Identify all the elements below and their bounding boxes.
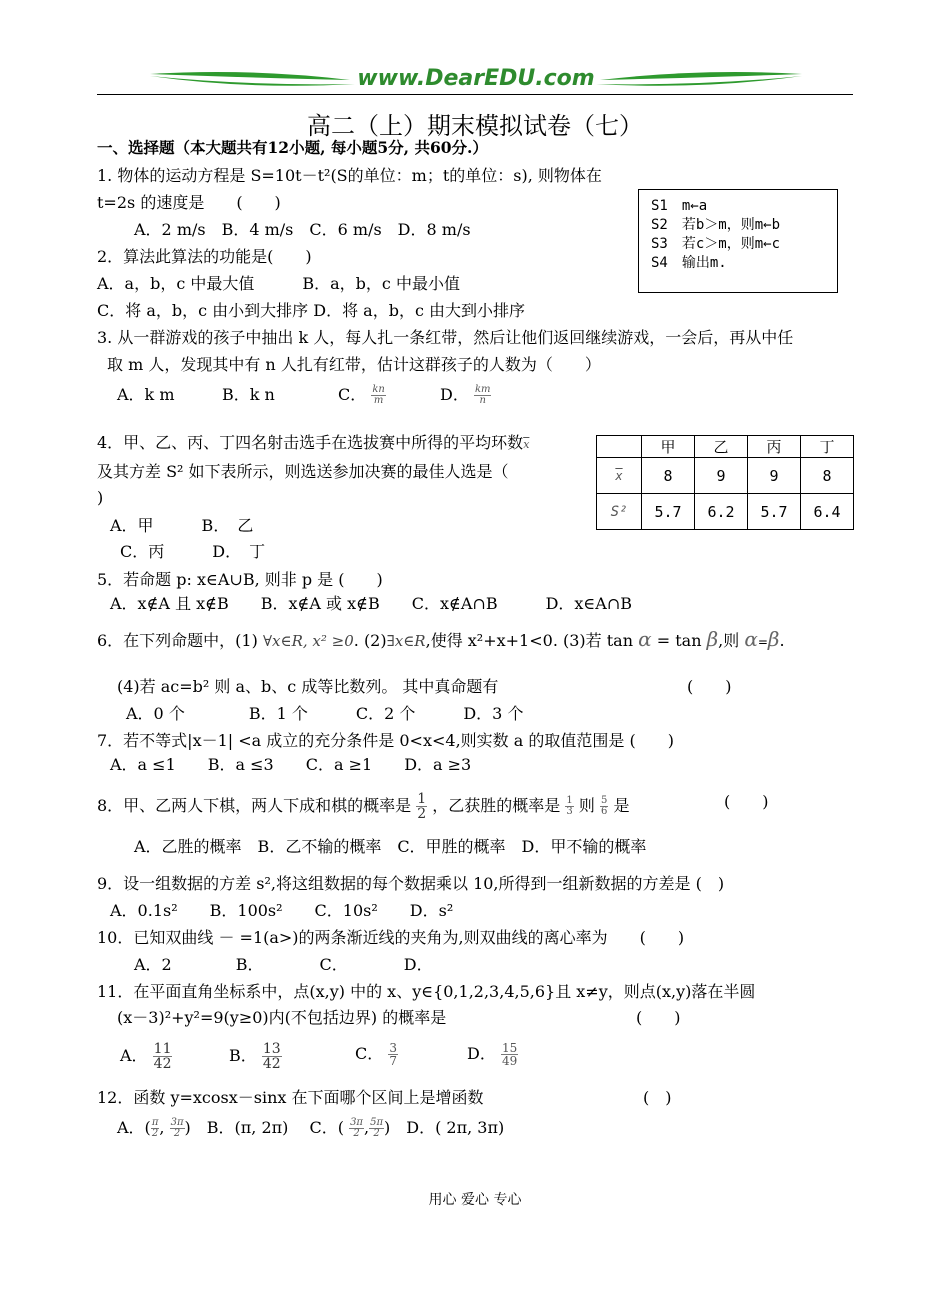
q8-options: A．乙胜的概率 B．乙不输的概率 C．甲胜的概率 D．甲不输的概率 — [134, 837, 647, 856]
table-cell: 5.7 — [748, 494, 801, 530]
q6-options: A．0 个 B．1 个 C．2 个 D．3 个 — [126, 704, 524, 723]
q11-option-a-fraction: $\frac{11}{42}$ — [153, 1041, 172, 1072]
q3-option-d-fraction: $\frac{km}{n}$ — [474, 384, 491, 406]
q11-option-b-label: B． — [229, 1046, 257, 1065]
q10-stem: 10．已知双曲线 － =1(a>)的两条渐近线的夹角为,则双曲线的离心率为 ( ) — [97, 928, 685, 947]
q8-text-d: 是 — [613, 796, 630, 815]
table-cell: 9 — [748, 458, 801, 494]
q11-option-b-fraction: $\frac{13}{42}$ — [262, 1041, 281, 1072]
table-cell: 9 — [695, 458, 748, 494]
table-cell: 6.2 — [695, 494, 748, 530]
q7-options: A．a ≤1 B．a ≤3 C．a ≥1 D．a ≥3 — [110, 755, 472, 774]
q3-option-b: B．k n — [222, 385, 275, 404]
q10-options: A．2 B． C． D． — [134, 955, 433, 974]
section-heading: 一、选择题（本大题共有12小题, 每小题5分, 共60分.） — [97, 138, 488, 157]
table-header-cell: 丁 — [801, 436, 854, 458]
q11-option-a-label: A． — [120, 1046, 148, 1065]
q6-eq: = — [757, 635, 768, 649]
q12-comma: , — [159, 1118, 165, 1137]
q3-option-c-fraction: $\frac{kn}{m}$ — [372, 384, 385, 406]
q6-alpha2: α — [744, 627, 758, 651]
q11-line2: (x－3)²+y²=9(y≥0)内(不包括边界) 的概率是 — [117, 1008, 447, 1027]
table-cell: 8 — [801, 458, 854, 494]
algo-step4: S4 输出m. — [651, 255, 727, 271]
q3-line2: 取 m 人，发现其中有 n 人扎有红带，估计这群孩子的人数为（ ） — [107, 355, 601, 374]
table-header-cell: 丙 — [748, 436, 801, 458]
q7-stem: 7．若不等式|x－1| <a 成立的充分条件是 0<x<4,则实数 a 的取值范围是 ( ) — [97, 731, 674, 750]
q4-line3: ) — [97, 488, 104, 507]
q3-line1: 3. 从一群游戏的孩子中抽出 k 人，每人扎一条红带，然后让他们返回继续游戏，一会后，再从中任 — [97, 328, 794, 347]
q11-paren: ( ) — [636, 1008, 681, 1027]
q8-paren: ( ) — [724, 792, 769, 811]
q4-options-ab: A．甲 B． 乙 — [110, 516, 254, 535]
q12-a-lower-fraction: $\frac{\pi}{2}$ — [151, 1117, 159, 1139]
q11-option-c — [355, 1042, 398, 1067]
q6-line1: 6．在下列命题中，(1) ∀x∈R, x² ≥0. (2)∃x∈R,使得 x²+x+1<0. (3)若 tan α = tan β,则 α=β. — [97, 627, 785, 651]
q1-options: A．2 m/s B．4 m/s C．6 m/s D．8 m/s — [134, 220, 471, 239]
q9-stem: 9．设一组数据的方差 s²,将这组数据的每个数据乘以 10,所得到一组新数据的方差是 ( ) — [97, 874, 725, 893]
q12-c-upper-fraction: $\frac{5\pi}{2}$ — [370, 1117, 384, 1139]
q8-text-a: 8．甲、乙两人下棋，两人下成和棋的概率是 — [97, 796, 412, 815]
q5-options: A．x∉A 且 x∉B B．x∉A 或 x∉B C．x∉A∩B D．x∈A∩B — [110, 594, 632, 613]
q8-text-b: ，乙获胜的概率是 — [432, 796, 561, 815]
q11-option-c-fraction: $\frac{3}{7}$ — [389, 1041, 397, 1068]
q12-paren: ( ) — [643, 1088, 672, 1107]
q12-option-b-c: ) B．(π, 2π) C．( — [184, 1118, 344, 1137]
algo-step3: S3 若c＞m，则m←c — [651, 236, 781, 252]
q6-text-c: ,使得 x²+x+1<0. (3)若 tan — [425, 631, 634, 650]
table-cell: $\overline{x}$ — [597, 458, 642, 494]
q5-stem: 5．若命题 p: x∈A∪B, 则非 p 是 ( ) — [97, 570, 383, 589]
q11-option-d — [467, 1042, 518, 1067]
page-footer: 用心 爱心 专心 — [428, 1192, 522, 1208]
table-cell: 6.4 — [801, 494, 854, 530]
q6-line2: (4)若 ac=b² 则 a、b、c 成等比数列。 其中真命题有 — [117, 677, 499, 696]
page-title: 高二（上）期末模拟试卷（七） — [307, 112, 643, 140]
q8-fraction-half: $\frac{1}{2}$ — [417, 791, 427, 822]
q12-c-lower-fraction: $\frac{3\pi}{2}$ — [350, 1117, 363, 1139]
q6-text-a: 6．在下列命题中，(1) — [97, 631, 258, 650]
algorithm-box — [638, 189, 838, 293]
q6-alpha: α — [638, 627, 652, 651]
q3-option-a: A．k m — [117, 385, 175, 404]
q3-option-d-label: D． — [440, 385, 469, 404]
q11-option-c-label: C． — [355, 1044, 384, 1063]
q3-option-c — [338, 385, 386, 406]
q6-text-b: (2) — [363, 631, 387, 650]
q12-options — [117, 1118, 504, 1139]
table-cell: S² — [597, 494, 642, 530]
q6-beta2: β — [767, 627, 780, 651]
q11-line1: 11．在平面直角坐标系中，点(x,y) 中的 x、y∈{0,1,2,3,4,5,6}且 x≠y，则点(x,y)落在半圆 — [97, 982, 756, 1001]
q12-option-a: A．( — [117, 1118, 151, 1137]
table-header-cell — [597, 436, 642, 458]
q11-option-b — [229, 1042, 282, 1071]
q6-expr2: ∃x∈R — [386, 632, 426, 650]
q9-options: A．0.1s² B．100s² C．10s² D．s² — [110, 901, 454, 920]
q1-line2: t=2s 的速度是 ( ) — [97, 193, 281, 212]
q8-stem — [97, 792, 629, 821]
site-logo-text: www.DearEDU.com — [357, 66, 595, 91]
q2-options-cd: C．将 a，b，c 由小到大排序 D．将 a，b，c 由大到小排序 — [97, 301, 525, 320]
q8-fraction-fivesix: $\frac{5}{6}$ — [600, 795, 608, 817]
header-rule — [97, 94, 853, 95]
q4-line1-text: 4．甲、乙、丙、丁四名射击选手在选拔赛中所得的平均环数 — [97, 433, 524, 452]
q11-option-a — [120, 1042, 172, 1071]
table-row — [597, 494, 854, 530]
algo-step2: S2 若b＞m，则m←b — [651, 217, 781, 233]
q4-line2: 及其方差 S² 如下表所示，则选送参加决赛的最佳人选是（ — [97, 462, 509, 481]
q6-paren: ( ) — [687, 677, 732, 696]
q1-line1: 1. 物体的运动方程是 S=10t－t²(S的单位：m；t的单位：s), 则物体在 — [97, 166, 602, 185]
table-header-cell: 乙 — [695, 436, 748, 458]
table-cell: 5.7 — [642, 494, 695, 530]
q12-option-d: ) D．( 2π, 3π) — [384, 1118, 505, 1137]
q6-beta: β — [706, 627, 719, 651]
q11-option-d-label: D． — [467, 1044, 496, 1063]
q4-line1 — [97, 433, 529, 452]
q4-options-cd: C．丙 D． 丁 — [120, 542, 266, 561]
q12-stem: 12．函数 y=xcosx－sinx 在下面哪个区间上是增函数 — [97, 1088, 484, 1107]
table-row — [597, 458, 854, 494]
q2-stem: 2．算法此算法的功能是( ) — [97, 247, 312, 266]
q12-comma2: , — [364, 1118, 370, 1137]
q11-option-d-fraction: $\frac{15}{49}$ — [501, 1041, 518, 1068]
q3-option-d — [440, 385, 491, 406]
algo-step1: S1 m←a — [651, 198, 708, 214]
table-header-cell: 甲 — [642, 436, 695, 458]
q8-fraction-third: $\frac{1}{3}$ — [566, 795, 573, 817]
q8-text-c: 则 — [578, 796, 595, 815]
table-cell: 8 — [642, 458, 695, 494]
q4-stats-table — [596, 435, 854, 530]
q3-option-c-label: C． — [338, 385, 367, 404]
q6-then: ,则 — [718, 631, 740, 650]
q6-expr1: ∀x∈R, x² ≥0 — [262, 632, 354, 650]
q6-eqtan: = tan — [656, 631, 702, 650]
q4-xbar: $\overline{x}$ — [523, 438, 530, 451]
table-row — [597, 436, 854, 458]
q12-a-upper-fraction: $\frac{3\pi}{2}$ — [170, 1117, 184, 1139]
q2-options-ab: A．a，b，c 中最大值 B．a，b，c 中最小值 — [97, 274, 460, 293]
